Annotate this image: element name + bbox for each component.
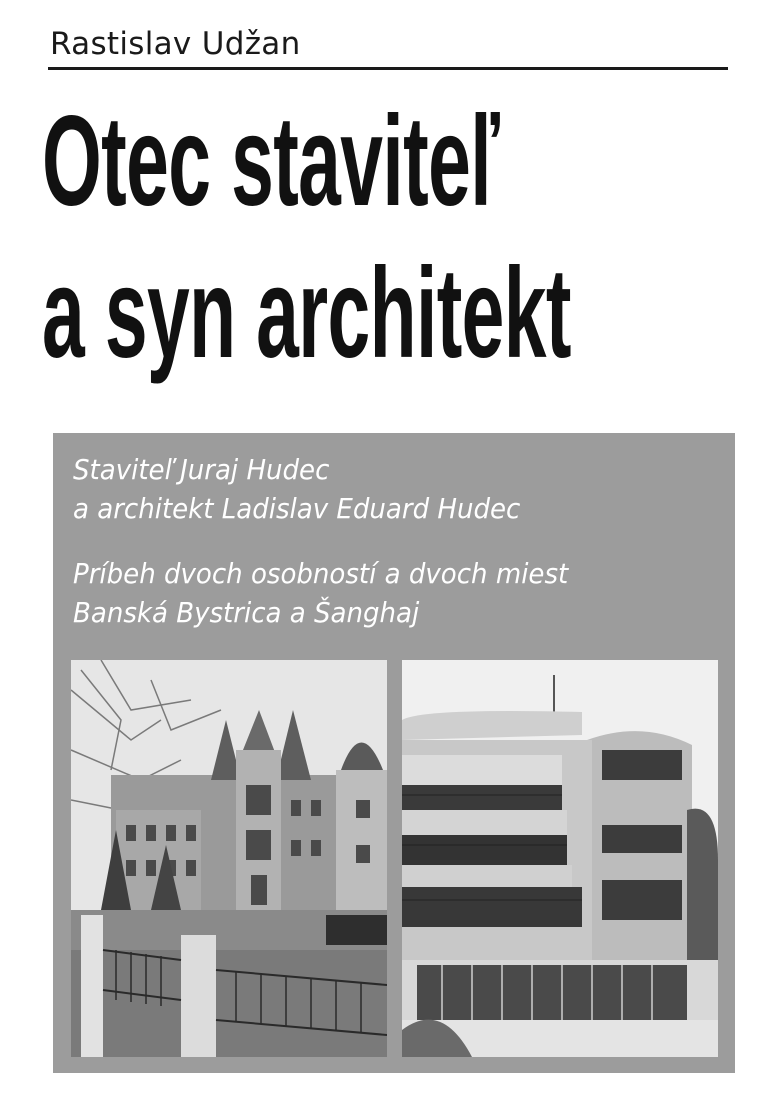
subtitle-line-4: Banská Bystrica a Šanghaj bbox=[73, 596, 420, 629]
photo-historic-building bbox=[71, 660, 387, 1057]
book-title-line-2: a syn architekt bbox=[42, 242, 571, 385]
book-title-line-1: Otec staviteľ bbox=[42, 90, 500, 233]
historic-building-illustration bbox=[71, 660, 387, 1057]
author-name: Rastislav Udžan bbox=[50, 26, 301, 62]
subtitle-line-1: Staviteľ Juraj Hudec bbox=[73, 453, 330, 486]
subtitle-line-3: Príbeh dvoch osobností a dvoch miest bbox=[73, 557, 569, 590]
author-divider bbox=[48, 67, 728, 70]
subtitle-line-2: a architekt Ladislav Eduard Hudec bbox=[73, 492, 521, 525]
modernist-villa-illustration bbox=[402, 660, 718, 1057]
photo-modernist-villa bbox=[402, 660, 718, 1057]
cover-panel bbox=[53, 433, 735, 1073]
